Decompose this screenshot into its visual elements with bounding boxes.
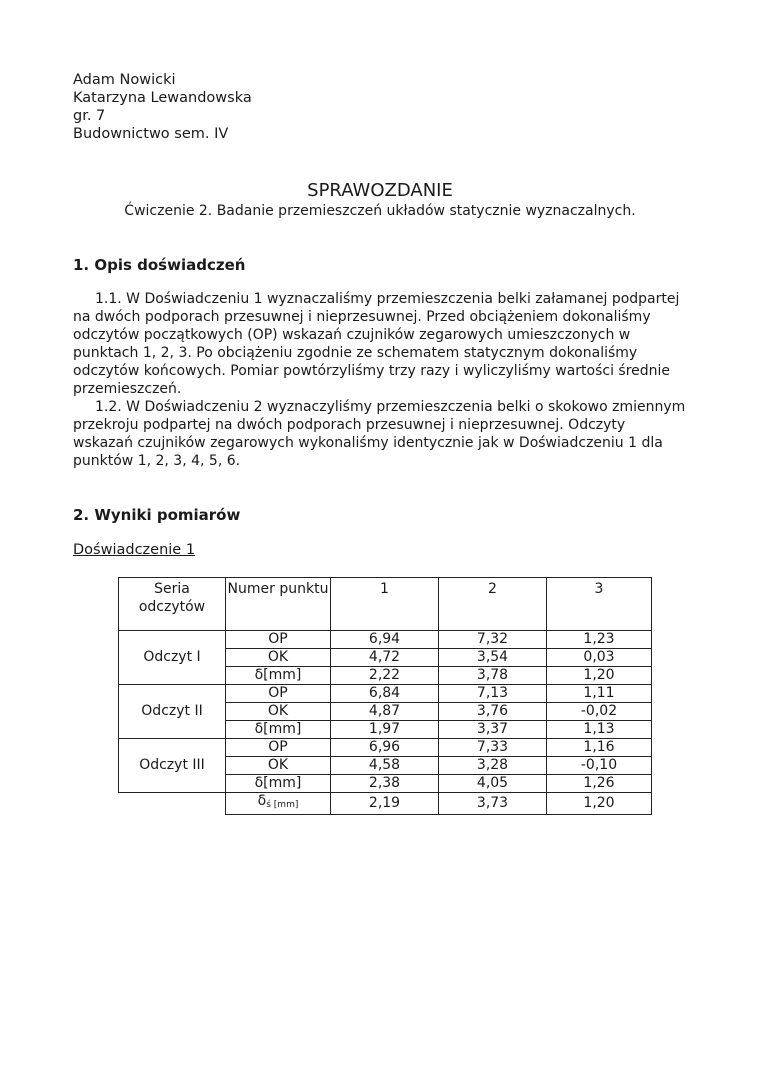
header-col-2: 2: [439, 578, 547, 631]
cell-value: 1,97: [331, 721, 439, 739]
group-label: Odczyt I: [119, 631, 226, 685]
average-symbol: δ: [257, 793, 267, 809]
document-title: SPRAWOZDANIE: [307, 180, 453, 201]
section-1-body: [73, 290, 688, 470]
row-label: OP: [226, 631, 331, 649]
cell-value: 7,33: [439, 739, 547, 757]
cell-value: 2,38: [331, 775, 439, 793]
header-series: Seria odczytów: [119, 578, 226, 631]
average-subscript: ś [mm]: [266, 800, 299, 810]
paragraph-1-1: 1.1. W Doświadczeniu 1 wyznaczaliśmy przemieszczenia belki załamanej podpartej na dwóch podporach przesuwnej i nieprzesuwnej. Przed obciążeniem dokonaliśmy odczytów początkowych (OP) wskazań czujników zegarowych umieszczonych w punktach 1, 2, 3. Po obciążeniu zgodnie ze schematem statycznym dokonaliśmy odczytów końcowych. Pomiar powtórzyliśmy trzy razy i wyliczyliśmy wartości średnie przemieszczeń.: [73, 291, 680, 397]
section-heading-1: 1. Opis doświadczeń: [73, 256, 246, 274]
experiment-label: Doświadczenie 1: [73, 542, 196, 558]
average-value: 1,20: [547, 793, 652, 815]
row-label: δ[mm]: [226, 775, 331, 793]
author-name: Adam Nowicki: [73, 72, 176, 88]
course-info: Budownictwo sem. IV: [73, 126, 229, 142]
average-row: [119, 793, 652, 815]
cell-value: 2,22: [331, 667, 439, 685]
cell-value: 3,54: [439, 649, 547, 667]
table-row: [119, 685, 652, 703]
row-label: OP: [226, 739, 331, 757]
row-label: OK: [226, 703, 331, 721]
cell-value: -0,10: [547, 757, 652, 775]
header-col-3: 3: [547, 578, 652, 631]
header-col-1: 1: [331, 578, 439, 631]
cell-value: 1,23: [547, 631, 652, 649]
cell-value: 3,78: [439, 667, 547, 685]
cell-value: 6,94: [331, 631, 439, 649]
cell-value: 1,26: [547, 775, 652, 793]
cell-value: 1,20: [547, 667, 652, 685]
table-header-row: [119, 578, 652, 631]
document-subtitle: Ćwiczenie 2. Badanie przemieszczeń układów statycznie wyznaczalnych.: [124, 203, 636, 219]
cell-value: 1,11: [547, 685, 652, 703]
average-value: 2,19: [331, 793, 439, 815]
paragraph-1-2: 1.2. W Doświadczeniu 2 wyznaczyliśmy przemieszczenia belki o skokowo zmiennym przekroju podpartej na dwóch podporach przesuwnej i nieprzesuwnej. Odczyty wskazań czujników zegarowych wykonaliśmy identycznie jak w Doświadczeniu 1 dla punktów 1, 2, 3, 4, 5, 6.: [73, 399, 686, 469]
section-heading-2: 2. Wyniki pomiarów: [73, 506, 241, 524]
cell-value: 3,37: [439, 721, 547, 739]
header-point: Numer punktu: [226, 578, 331, 631]
group-number: gr. 7: [73, 108, 106, 124]
table-row: [119, 631, 652, 649]
cell-value: 6,84: [331, 685, 439, 703]
cell-value: 3,28: [439, 757, 547, 775]
cell-value: -0,02: [547, 703, 652, 721]
cell-value: 6,96: [331, 739, 439, 757]
average-value: 3,73: [439, 793, 547, 815]
table-row: [119, 739, 652, 757]
group-label: Odczyt III: [119, 739, 226, 793]
cell-value: 4,72: [331, 649, 439, 667]
cell-value: 1,16: [547, 739, 652, 757]
cell-value: 4,05: [439, 775, 547, 793]
author-name: Katarzyna Lewandowska: [73, 90, 252, 106]
cell-value: 3,76: [439, 703, 547, 721]
cell-value: 7,32: [439, 631, 547, 649]
average-label: [226, 793, 331, 815]
group-label: Odczyt II: [119, 685, 226, 739]
row-label: δ[mm]: [226, 721, 331, 739]
row-label: OP: [226, 685, 331, 703]
row-label: OK: [226, 757, 331, 775]
cell-value: 7,13: [439, 685, 547, 703]
results-table: [118, 577, 652, 815]
cell-value: 4,58: [331, 757, 439, 775]
author-block: [73, 71, 252, 143]
empty-cell: [119, 793, 226, 815]
cell-value: 1,13: [547, 721, 652, 739]
row-label: OK: [226, 649, 331, 667]
cell-value: 4,87: [331, 703, 439, 721]
cell-value: 0,03: [547, 649, 652, 667]
row-label: δ[mm]: [226, 667, 331, 685]
